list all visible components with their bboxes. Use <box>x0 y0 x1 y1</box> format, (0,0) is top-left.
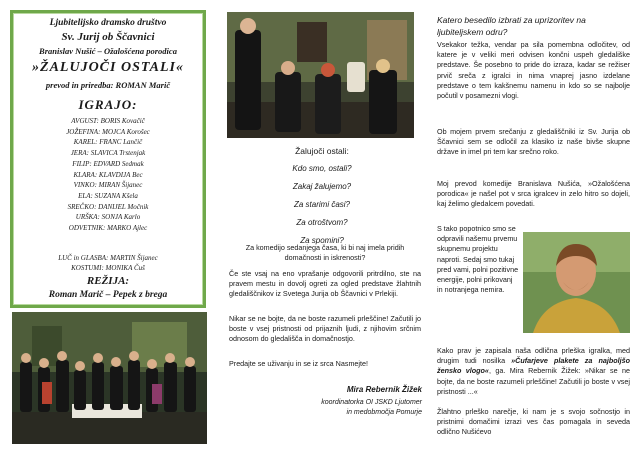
cast-item: JERA: SLAVICA Trstenjak <box>70 149 146 158</box>
credit-item: KOSTUMI: MONIKA Čuš <box>71 264 145 272</box>
credit-item: LUČ in GLASBA: MARTIN Šijanec <box>58 254 158 262</box>
director-name: Roman Marič – Pepek z brega <box>48 290 168 300</box>
poem-line: Kdo smo, ostali? <box>292 164 352 173</box>
body-paragraph: Če ste vsaj na eno vprašanje odgovorili pritrdilno, ste na pravem mestu in dovolj ogreti za ogled predstave žlahtnih gledališčnikov iz Svetega Jurija ob Ščavnici v Prlekiji. <box>229 269 421 299</box>
stage-scene-photo <box>227 12 414 138</box>
role-line: koordinatorka OI JSKD Ljutomer <box>321 399 422 406</box>
paragraph-text: Kako prav je zapisala naša odlična prleška igralka, med drugim tudi nosilka <box>437 346 630 366</box>
paragraph-text: , ga. Mira Rebernik Žižek: »Nikar se ne bojte, da ne boste razumeli prleščine! Začutili jo boste v vsej pristnosti ...« <box>437 366 630 396</box>
role-line: in medobmočja Pomurje <box>346 409 422 416</box>
poem-line: Za starimi časi? <box>293 200 350 209</box>
cast-item: KAREL: FRANC Lančič <box>73 138 143 147</box>
article-paragraph: Ob mojem prvem srečanju z gledališčniki iz Sv. Jurija ob Ščavnici sem se odločil za klasiko iz naše bivše skupne države in imel pri tem kar srečno roko. <box>437 127 630 157</box>
cast-item: ODVETNIK: MARKO Ajlec <box>68 224 148 233</box>
cast-item: AVGUST: BORIS Kovačič <box>71 117 145 125</box>
poem-line: Za otroštvom? <box>296 218 348 227</box>
cast-group-photo <box>12 312 207 444</box>
article-paragraph: S tako popotnico smo se odpravili našemu prvemu skupnemu projektu naproti. Sedaj smo tukaj pred vami, polni pozitivne energije, polni prikovanj in notranjega nemira. <box>437 224 519 295</box>
play-author: Branislav Nušić – Ožalošćena porodica <box>39 46 177 56</box>
cast-item: SREČKO: DANIJEL Močnik <box>67 202 149 211</box>
director-portrait <box>523 232 630 333</box>
cast-item: KLARA: KLAVDIJA Bec <box>73 170 143 179</box>
parish-name: Sv. Jurij ob Ščavnici <box>61 31 155 43</box>
play-poster <box>10 10 206 308</box>
body-paragraph: Nikar se ne bojte, da ne boste razumeli prleščine! Začutili jo boste v vsej pristnosti od prijaznih ljudi, z njihovim srčnim odnosom do gledališča in domačnostjo. <box>229 314 421 344</box>
cast-item: URŠKA: SONJA Karlo <box>75 213 141 222</box>
article-paragraph: Moj prevod komedije Branislava Nušića, »Ožalošćena porodica« je našel pot v srca igralcev in zelo hitro so dojeli, kaj želimo gledalcem povedati. <box>437 179 630 209</box>
closing-paragraph: Predajte se uživanju in se iz srca Nasmejte! <box>229 359 369 368</box>
society-name: Ljubitelijsko dramsko društvo <box>49 18 167 28</box>
article-paragraph <box>437 346 630 397</box>
cast-list <box>13 116 203 234</box>
poem-title: Žalujoči ostali: <box>295 146 349 156</box>
crew-credits <box>13 253 203 273</box>
intro-paragraph: Za komedijo sedanjega časa, ki bi naj imela pridih domačnosti in iskrenosti? <box>245 243 405 263</box>
article-paragraph: Vsekakor težka, vendar pa sila pomembna odločitev, od katere je v veliki meri odvisen končni uspeh gledališke predstave. Še posebno to pride do izraza, kadar se režiser prvič sreča z igralci in nima vnaprej jasno izdelane predstave o tem kakšnemu namenu in kdo so se najbolje počutil v posamezni vlogi. <box>437 40 630 101</box>
article-paragraph: Žlahtno prleško narečje, ki nam je s svojo sočnostjo in pristnimi domačimi izrazi ves čas pomagala in seveda odlično Nušićevo <box>437 407 630 437</box>
cast-item: FILIP: EDVARD Sedmak <box>72 159 144 168</box>
article-heading: Katero besedilo izbrati za uprizoritev na ljubiteljskem odru? <box>437 15 586 37</box>
cast-item: JOŽEFINA: MOJCA Korošec <box>66 127 150 136</box>
play-title: »ŽALUJOČI OSTALI« <box>32 60 184 75</box>
poem-line: Zakaj žalujemo? <box>292 182 352 191</box>
cast-item: ELA: SUZANA Kšela <box>78 191 138 200</box>
poem <box>222 142 422 250</box>
author-signature: Mira Rebernik Žižek <box>346 385 422 394</box>
directing-heading: REŽIJA: <box>86 275 130 287</box>
poem-line: Za spomini? <box>300 236 344 245</box>
award-name: »Čufarjeve plakete za najboljšo žensko vlogo« <box>437 356 630 376</box>
cast-heading: IGRAJO: <box>78 97 138 112</box>
cast-item: VINKO: MIRAN Šijanec <box>73 181 143 190</box>
author-role <box>290 398 422 418</box>
translation-credit: prevod in priredba: ROMAN Marič <box>45 80 171 90</box>
